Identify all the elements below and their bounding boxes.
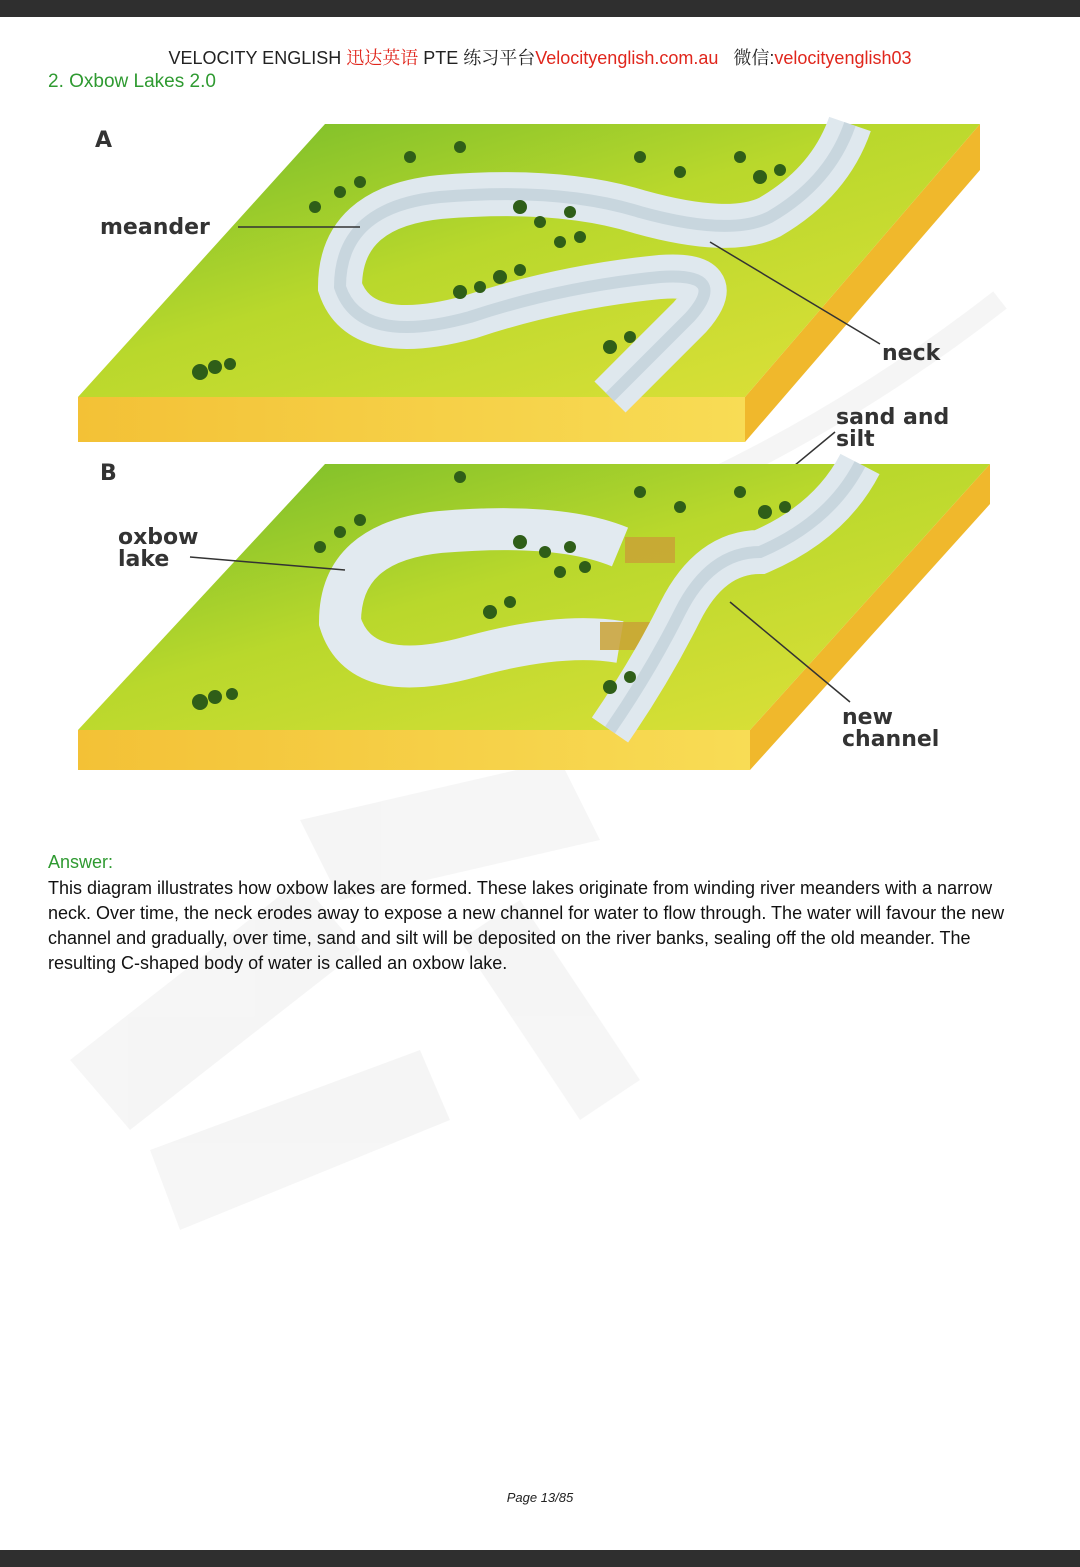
bottom-bar xyxy=(0,1550,1080,1567)
label-meander: meander xyxy=(100,215,210,240)
label-sand-silt-line1: sand and xyxy=(836,405,950,430)
answer-label: Answer: xyxy=(48,852,114,872)
platform-label: PTE 练习平台 xyxy=(423,48,536,68)
brand-name: VELOCITY ENGLISH xyxy=(168,48,342,68)
panel-a-letter: A xyxy=(95,128,113,153)
silt-deposit-upper xyxy=(625,537,675,563)
wechat-id: velocityenglish03 xyxy=(774,48,912,68)
wechat-label: 微信: xyxy=(733,48,775,68)
answer-text: This diagram illustrates how oxbow lakes are formed. These lakes originate from winding river meanders with a narrow neck. Over time, the neck erodes away to expose a new channel for water to flow through. The water will favour the new channel and gradually, over time, sand and silt will be deposited on the river banks, sealing off the old meander. The resulting C-shaped body of water is called an oxbow lake. xyxy=(48,878,1005,973)
panel-b-soil-front xyxy=(78,730,750,770)
panel-b xyxy=(78,461,990,770)
panel-a-soil-front xyxy=(78,397,745,442)
label-oxbow-lake-line1: oxbow xyxy=(118,525,199,550)
oxbow-diagram xyxy=(40,112,1040,772)
website-link[interactable]: Velocityenglish.com.au xyxy=(535,48,719,68)
top-bar xyxy=(0,0,1080,17)
label-new-channel-line1: new xyxy=(842,705,893,730)
page-number: Page 13/85 xyxy=(506,1490,574,1505)
label-new-channel-line2: channel xyxy=(842,727,940,752)
label-oxbow-lake-line2: lake xyxy=(118,547,170,572)
section-title: 2. Oxbow Lakes 2.0 xyxy=(48,71,216,92)
panel-b-letter: B xyxy=(100,461,117,486)
brand-name-cn: 迅达英语 xyxy=(346,48,419,68)
label-sand-silt-line2: silt xyxy=(836,427,875,452)
page-header xyxy=(0,44,1080,70)
label-neck: neck xyxy=(882,341,941,366)
